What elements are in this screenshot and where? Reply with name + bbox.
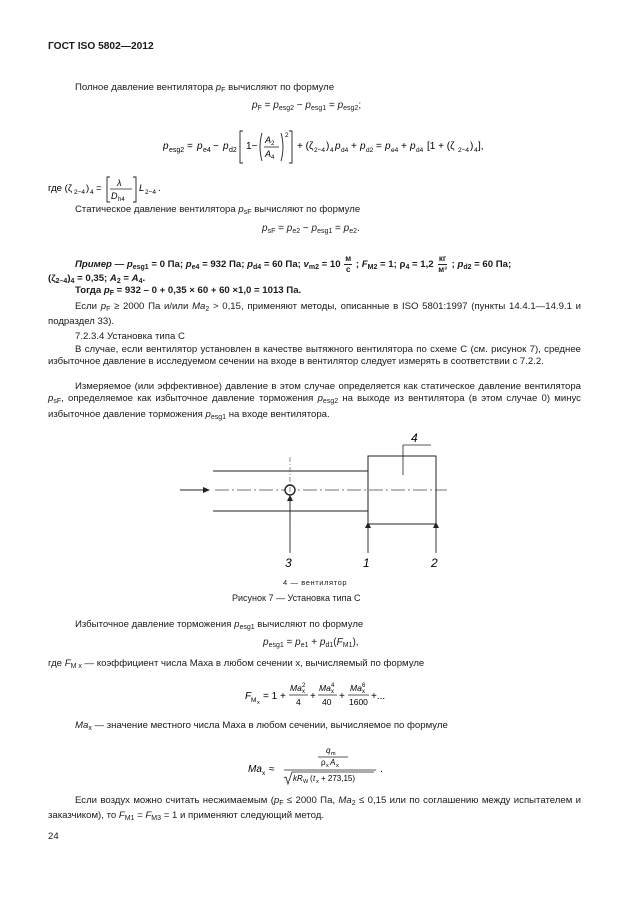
formula-pesg1: $p_{esg1} = p_{e1} + p_{d1}(F_{M1})$, [263,637,359,649]
svg-text:d4: d4 [416,147,424,154]
svg-text:x: x [362,689,365,695]
formula-zeta [48,175,188,203]
svg-text:p: p [163,141,169,152]
svg-text:esg2: esg2 [169,147,185,154]
svg-text:x: x [257,700,260,706]
page-number: 24 [48,831,59,842]
svg-text:L: L [139,183,145,194]
svg-text:=: = [96,183,102,194]
formula-fmx [245,680,395,710]
svg-text:+: + [401,141,407,152]
svg-text:q: q [326,746,331,755]
example-line-1: Пример — $p_{esg1} = 0$ Па; $p_{e4} = 932$ Па; $p_{d4} = 60$ Па; $v_{m2} = 10$ $\frac{м}{с}$ ; $F_{M2} = 1$; $\rho_4 = 1,2$ $\frac{кг}{\text{м³}}$ ; $p_{d2} = 60$ Па; [75,254,512,274]
svg-text:m: m [331,751,336,757]
formula-pesg2-graphic [163,127,493,167]
svg-text:A: A [330,758,336,767]
label-1: 1 [363,556,370,570]
svg-text:e4: e4 [203,147,211,154]
paragraph-stagnation-pressure: Избыточное давление торможения $p_{esg1}$ вычисляют по формуле [75,619,364,631]
svg-text:e4: e4 [391,147,399,154]
paragraph-iso-reference: Если $p_F \ge 2000$ Па и/или $Ma_2 > 0,15$, применяют методы, описанные в ISO 5801:1997 (пункты 14.4.1—14.9.1 и подраздел 33). [48,301,581,328]
svg-text:6: 6 [362,683,366,689]
svg-text:2: 2 [285,132,289,139]
formula-fmx-graphic [245,680,395,710]
svg-text:M: M [251,697,257,704]
paragraph-full-pressure: Полное давление вентилятора $p_F$ вычисляют по формуле [75,82,335,94]
svg-text:4: 4 [330,147,334,154]
svg-text:D: D [111,191,118,201]
svg-text:): ) [326,141,330,152]
svg-text:F: F [245,691,252,702]
svg-text:2: 2 [302,683,306,689]
svg-text:p: p [223,141,229,152]
svg-text:2−4: 2−4 [458,147,470,154]
svg-text:Ma: Ma [248,764,262,775]
svg-text:A: A [265,135,272,145]
svg-text:Ma: Ma [319,683,331,693]
svg-text:+ 273,15): + 273,15) [321,774,356,783]
svg-text:W: W [303,779,309,785]
svg-text:40: 40 [322,697,332,707]
svg-text:p: p [410,141,416,152]
svg-text:2−4: 2−4 [74,189,86,196]
svg-text:d4: d4 [341,147,349,154]
svg-text:x: x [336,763,339,769]
svg-text:t: t [313,774,316,783]
paragraph-mach-coefficient: где $F_{M x}$ — коэффициент числа Маха в любом сечении x, вычисляемый по формуле [48,658,425,670]
svg-text:+ (ζ: + (ζ [297,141,314,152]
figure-7-diagram [175,425,465,573]
formula-zeta-graphic [48,175,188,203]
svg-text:p: p [360,141,366,152]
svg-text:h4: h4 [118,197,125,203]
svg-text:где (ζ: где (ζ [48,183,73,194]
figure-caption: Рисунок 7 — Установка типа С [232,593,361,603]
svg-text:1600: 1600 [349,697,368,707]
arrow-3-head [287,495,293,501]
section-heading-7234: 7.2.3.4 Установка типа С [75,331,185,342]
svg-text:p: p [197,141,203,152]
svg-text:.: . [158,183,161,194]
svg-text:p: p [335,141,341,152]
paragraph-local-mach: $Ma_x$ — значение местного числа Маха в любом сечении, вычисляемое по формуле [75,720,448,732]
svg-text:+: + [310,691,316,702]
svg-text:= 1 +: = 1 + [263,691,286,702]
svg-text:4: 4 [331,683,335,689]
paragraph-incompressible: Если воздух можно считать несжимаемым ($p_F \le 2000$ Па, $Ma_2 \le 0,15$ или по соглашению между испытателем и заказчиком), то $F_{M1} = F_{M3} = 1$ и применяют следующий метод. [48,795,581,823]
svg-text:4: 4 [271,155,275,161]
label-3: 3 [285,556,292,570]
svg-text:=: = [376,141,382,152]
svg-text:x: x [316,779,319,785]
svg-text:Ma: Ma [290,683,302,693]
svg-text:2−4: 2−4 [145,189,157,196]
svg-text:d2: d2 [366,147,374,154]
svg-text:2: 2 [271,141,275,147]
arrow-2-head [433,522,439,528]
formula-max-graphic [248,744,388,788]
svg-text:x: x [326,763,329,769]
svg-text:2−4: 2−4 [314,147,326,154]
svg-text:(: ( [310,774,313,783]
formula-max [248,744,388,788]
svg-text:.: . [380,764,383,775]
svg-text:+: + [351,141,357,152]
svg-text:x: x [262,770,266,777]
svg-text:=: = [187,141,193,152]
svg-text:4: 4 [296,697,301,707]
svg-text:A: A [265,149,272,159]
svg-text:≈: ≈ [269,764,275,775]
svg-text:): ) [470,141,474,152]
svg-text:ρ: ρ [321,758,326,767]
example-line-2: $(\zeta_{2-4})_4 = 0,35$; $A_2 = A_4$. [48,273,146,285]
svg-text:1−: 1− [246,141,258,152]
formula-full-pressure: $p_F = p_{esg2} - p_{esg1} = p_{esg2}$; [252,100,362,112]
svg-text:−: − [213,141,219,152]
svg-text:[1 + (ζ: [1 + (ζ [427,141,455,152]
svg-text:4: 4 [90,189,94,196]
svg-text:+: + [339,691,345,702]
svg-text:Ma: Ma [350,683,362,693]
label-4: 4 [411,431,418,445]
svg-text:λ: λ [117,178,122,188]
paragraph-exhaust-fan: В случае, если вентилятор установлен в качестве вытяжного вентилятора по схеме С (см. рисунок 7), среднее избыточное давление в исследуемом сечении на входе в вентилятор следует измерять в соответствии с 7.2.2. [48,344,581,368]
figure-legend: 4 — вентилятор [283,578,348,587]
example-line-3: Тогда $p_F = 932 - 0 + 0,35 \times 60 + 60 \times 1,0 = 1013$ Па. [75,285,302,297]
svg-text:4: 4 [474,147,478,154]
svg-text:kR: kR [293,774,303,783]
document-header: ГОСТ ISO 5802—2012 [48,41,154,52]
svg-text:],: ], [478,141,484,152]
formula-static-pressure: $p_{sF} = p_{e2} - p_{esg1} = p_{e2}$. [262,223,360,235]
svg-text:): ) [86,183,90,194]
svg-text:+...: +... [371,691,386,702]
svg-text:x: x [331,689,334,695]
svg-text:p: p [385,141,391,152]
arrow-1-head [365,522,371,528]
svg-text:x: x [302,689,305,695]
flow-arrow-head [203,487,210,493]
paragraph-measured-pressure: Измеряемое (или эффективное) давление в этом случае определяется как статическое давление вентилятора $p_{sF}$, определяемое как избыточное давление торможения $p_{esg2}$ на выходе из вентилятора (в этом случае 0) минус избыточное давление торможения $p_{esg1}$ на входе вентилятора. [48,381,581,421]
label-2: 2 [431,556,438,570]
paragraph-static-pressure: Статическое давление вентилятора $p_{sF}$ вычисляют по формуле [75,204,361,216]
svg-text:d2: d2 [229,147,237,154]
